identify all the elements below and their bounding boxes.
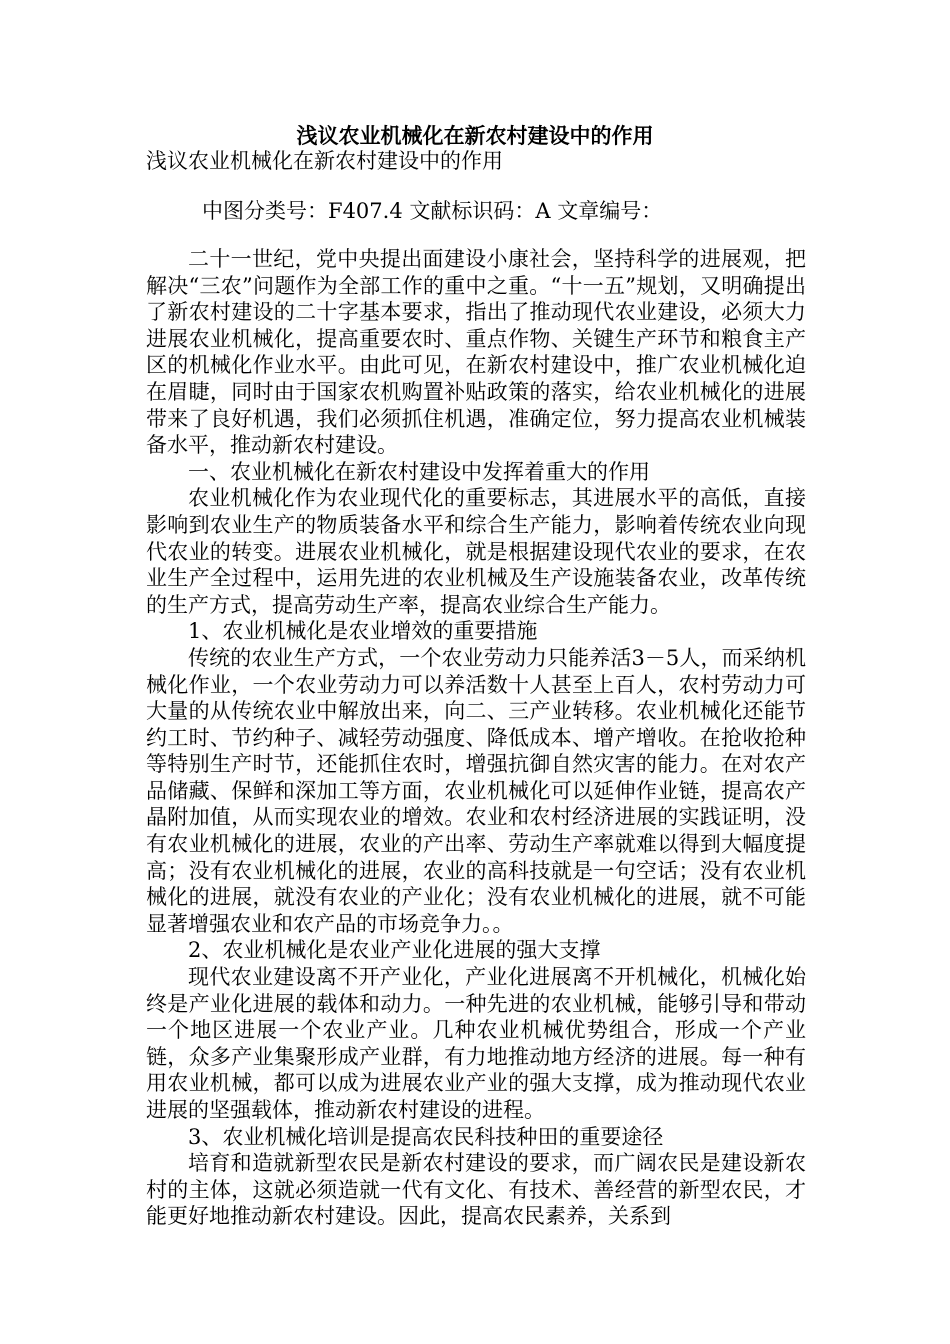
paragraph: 现代农业建设离不开产业化，产业化进展离不开机械化，机械化始终是产业化进展的载体和动力。一种先进的农业机械，能够引导和带动一个地区进展一个农业产业。几种农业机械优势组合，形成一个产业链，众多产业集聚形成产业群，有力地推动地方经济的进展。每一种有用农业机械，都可以成为进展农业产业的强大支撑，成为推动现代农业进展的坚强载体，推动新农村建设的进程。 [146,965,806,1122]
document-body [146,246,806,1230]
subsection-heading-3: 3、农业机械化培训是提高农民科技种田的重要途径 [188,1124,664,1149]
section-heading-1: 一、农业机械化在新农村建设中发挥着重大的作用 [188,459,650,484]
subsection-heading-2: 2、农业机械化是农业产业化进展的强大支撑 [188,938,601,963]
document-title: 浅议农业机械化在新农村建设中的作用 [296,123,654,148]
paragraph-intro: 二十一世纪，党中央提出面建设小康社会，坚持科学的进展观，把解决“三农”问题作为全部工作的重中之重。“十一五”规划，又明确提出了新农村建设的二十字基本要求，指出了推动现代农业建设，必须大力进展农业机械化，提高重要农时、重点作物、关键生产环节和粮食主产区的机械化作业水平。由此可见，在新农村建设中，推广农业机械化迫在眉睫，同时由于国家农机购置补贴政策的落实，给农业机械化的进展带来了良好机遇，我们必须抓住机遇，准确定位，努力提高农业机械装备水平，推动新农村建设。 [146,247,806,458]
paragraph: 传统的农业生产方式，一个农业劳动力只能养活3－5人，而采纳机械化作业，一个农业劳动力可以养活数十人甚至上百人，农村劳动力可大量的从传统农业中解放出来，向二、三产业转移。农业机械化还能节约工时、节约种子、减轻劳动强度、降低成本、增产增收。在抢收抢种等特别生产时节，还能抓住农时，增强抗御自然灾害的能力。在对农产品储藏、保鲜和深加工等方面，农业机械化可以延伸作业链，提高农产晶附加值，从而实现农业的增效。农业和农村经济进展的实践证明，没有农业机械化的进展，农业的产出率、劳动生产率就难以得到大幅度提高；没有农业机械化的进展，农业的高科技就是一句空话；没有农业机械化的进展，就没有农业的产业化；没有农业机械化的进展，就不可能显著增强农业和农产品的市场竞争力。。 [146,645,806,936]
paragraph: 农业机械化作为农业现代化的重要标志，其进展水平的高低，直接影响到农业生产的物质装备水平和综合生产能力，影响着传统农业向现代农业的转变。进展农业机械化，就是根据建设现代农业的要求，在农业生产全过程中，运用先进的农业机械及生产设施装备农业，改革传统的生产方式，提高劳动生产率，提高农业综合生产能力。 [146,486,806,617]
subsection-heading-1: 1、农业机械化是农业增效的重要措施 [188,619,538,644]
classification-line: 中图分类号：F407.4 文献标识码：A 文章编号： [202,199,663,223]
document-subtitle: 浅议农业机械化在新农村建设中的作用 [146,149,503,173]
paragraph: 培育和造就新型农民是新农村建设的要求，而广阔农民是建设新农村的主体，这就必须造就一代有文化、有技术、善经营的新型农民，才能更好地推动新农村建设。因此，提高农民素养，关系到 [146,1151,806,1229]
